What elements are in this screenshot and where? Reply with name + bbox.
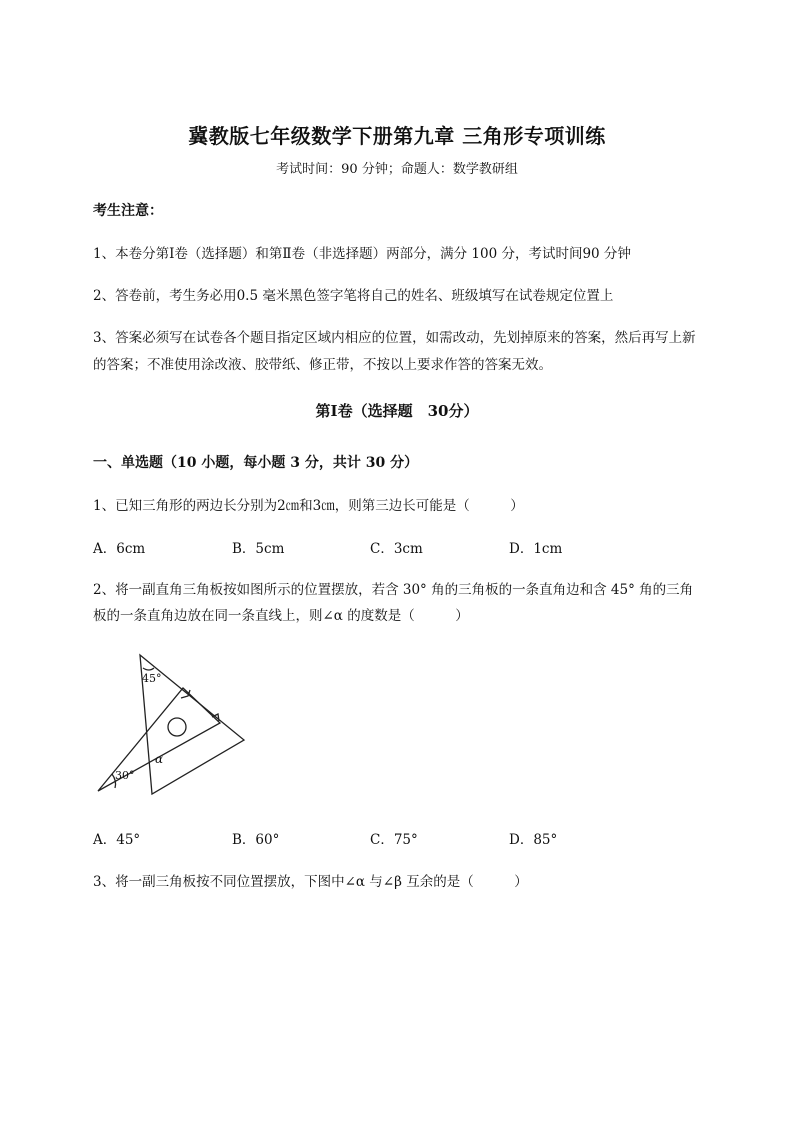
notice-item: 1、本卷分第Ⅰ卷（选择题）和第Ⅱ卷（非选择题）两部分，满分 100 分，考试时间90 分钟 xyxy=(93,246,631,262)
question-1-option-d[interactable]: D．1cm xyxy=(509,541,563,557)
notice-item: 的答案；不准使用涂改液、胶带纸、修正带，不按以上要求作答的答案无效。 xyxy=(93,357,552,373)
question-2-figure xyxy=(90,648,255,800)
alpha-label: α xyxy=(155,752,164,766)
section-title: 第Ⅰ卷（选择题 30分） xyxy=(315,402,479,420)
notice-item: 3、答案必须写在试卷各个题目指定区域内相应的位置，如需改动，先划掉原来的答案，然后再写上新 xyxy=(93,330,696,346)
notice-heading: 考生注意： xyxy=(93,203,163,219)
set-square-hole xyxy=(168,718,186,736)
question-1-option-c[interactable]: C．3cm xyxy=(370,541,423,557)
question-2-option-c[interactable]: C．75° xyxy=(370,832,418,848)
angle-30-label: 30° xyxy=(115,769,135,782)
question-1-stem: 1、已知三角形的两边长分别为2㎝和3㎝，则第三边长可能是（ ） xyxy=(93,498,524,514)
question-2-option-b[interactable]: B．60° xyxy=(232,832,280,848)
question-2-option-a[interactable]: A．45° xyxy=(93,832,141,848)
question-2-option-d[interactable]: D．85° xyxy=(509,832,558,848)
part-heading: 一、单选题（10 小题，每小题 3 分，共计 30 分） xyxy=(93,455,419,471)
question-2-stem: 2、将一副直角三角板按如图所示的位置摆放，若含 30° 角的三角板的一条直角边和含 45° 角的三角 xyxy=(93,582,694,598)
angle-45-label: 45° xyxy=(142,672,162,685)
page-title: 冀教版七年级数学下册第九章 三角形专项训练 xyxy=(188,124,606,148)
question-2-stem: 板的一条直角边放在同一条直线上，则∠α 的度数是（ ） xyxy=(93,608,469,624)
question-1-option-a[interactable]: A．6cm xyxy=(93,541,146,557)
notice-item: 2、答卷前，考生务必用0.5 毫米黑色签字笔将自己的姓名、班级填写在试卷规定位置上 xyxy=(93,288,614,304)
question-1-option-b[interactable]: B．5cm xyxy=(232,541,285,557)
exam-info: 考试时间：90 分钟；命题人：数学教研组 xyxy=(276,162,518,177)
question-3-stem: 3、将一副三角板按不同位置摆放，下图中∠α 与∠β 互余的是（ ） xyxy=(93,874,528,890)
angle-45-arc xyxy=(143,668,154,670)
